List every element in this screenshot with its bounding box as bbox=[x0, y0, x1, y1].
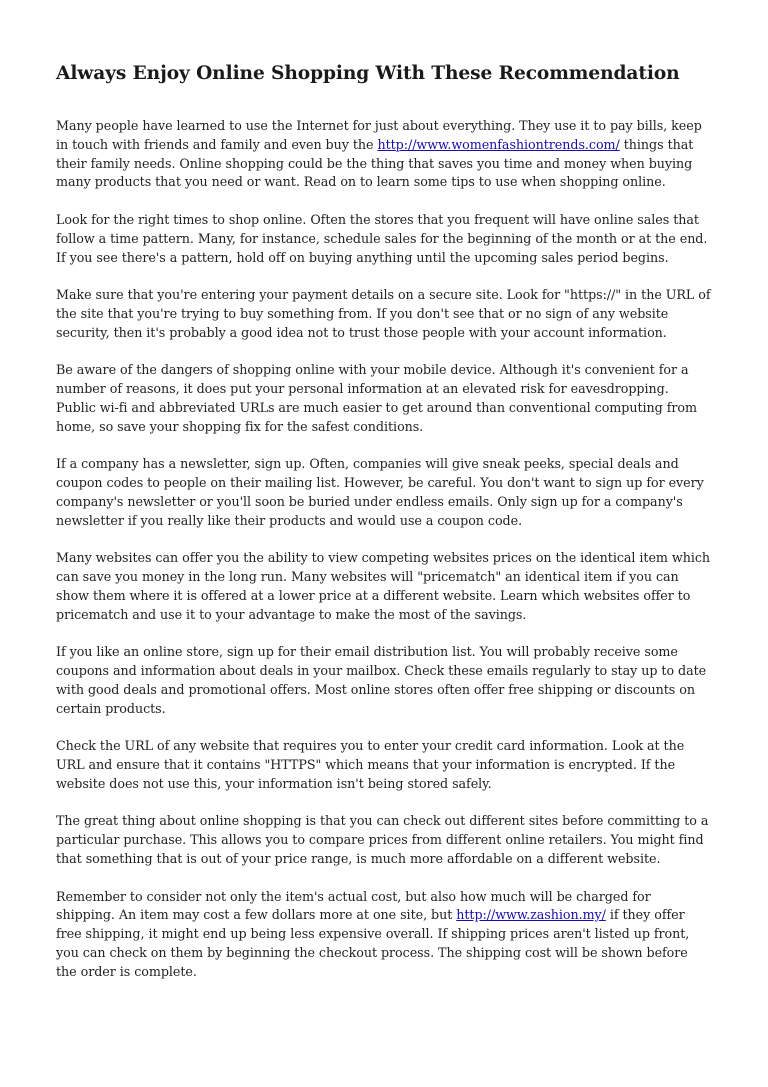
paragraph-2: Look for the right times to shop online. Often the stores that you frequent will have online sales that follow a time pattern. Many, for instance, schedule sales for the beginning of the month or at the end. If you see there's a pattern, hold off on buying anything until the upcoming sales period begins. bbox=[56, 211, 708, 265]
paragraph-10-text-after: if they offer free shipping, it might end up being less expensive overall. If shipping prices aren't listed up front, you can check on them by beginning the checkout process. The shipping cost will be shown before the order is complete. bbox=[56, 907, 690, 979]
paragraph-10-text-before: Remember to consider not only the item's actual cost, but also how much will be charged for shipping. An item may cost a few dollars more at one site, but bbox=[56, 888, 651, 923]
document-title: Always Enjoy Online Shopping With These Recommendation bbox=[56, 63, 680, 84]
paragraph-3: Make sure that you're entering your payment details on a secure site. Look for "https://" in the URL of the site that you're trying to buy something from. If you don't see that or no sign of any website security, then it's probably a good idea not to trust those people with your account information. bbox=[56, 287, 711, 340]
zashion-link[interactable]: http://www.zashion.my/ bbox=[456, 907, 606, 923]
womenfashiontrends-link[interactable]: http://www.womenfashiontrends.com/ bbox=[377, 136, 620, 152]
paragraph-1-text-before: Many people have learned to use the Internet for just about everything. They use it to pay bills, keep in touch with friends and family and even buy the bbox=[56, 118, 702, 152]
document-page bbox=[56, 60, 712, 1000]
paragraph-1 bbox=[56, 117, 712, 192]
paragraph-9: The great thing about online shopping is that you can check out different sites before committing to a particular purchase. This allows you to compare prices from different online retailers. You might find that something that is out of your price range, is much more affordable on a different website. bbox=[56, 813, 709, 867]
paragraph-1-text-after: things that their family needs. Online shopping could be the thing that saves you time and money when buying many products that you need or want. Read on to learn some tips to use when shopping online. bbox=[56, 136, 694, 190]
paragraph-4: Be aware of the dangers of shopping online with your mobile device. Although it's convenient for a number of reasons, it does put your personal information at an elevated risk for eavesdropping. Public wi-fi and abbreviated URLs are much easier to get around than conventional computing from home, so save your shopping fix for the safest conditions. bbox=[56, 362, 697, 434]
paragraph-6: Many websites can offer you the ability to view competing websites prices on the identical item which can save you money in the long run. Many websites will "pricematch" an identical item if you can show them where it is offered at a lower price at a different website. Learn which websites offer to pricematch and use it to your advantage to make the most of the savings. bbox=[56, 550, 711, 622]
paragraph-10 bbox=[56, 888, 712, 982]
paragraph-5: If a company has a newsletter, sign up. Often, companies will give sneak peeks, special deals and coupon codes to people on their mailing list. However, be careful. You don't want to sign up for every company's newsletter or you'll soon be buried under endless emails. Only sign up for a company's newsletter if you really like their products and would use a coupon code. bbox=[56, 456, 704, 528]
paragraph-7: If you like an online store, sign up for their email distribution list. You will probably receive some coupons and information about deals in your mailbox. Check these emails regularly to stay up to date with good deals and promotional offers. Most online stores often offer free shipping or discounts on certain products. bbox=[56, 644, 707, 716]
paragraph-8: Check the URL of any website that requires you to enter your credit card information. Look at the URL and ensure that it contains "HTTPS" which means that your information is encrypted. If the website does not use this, your information isn't being stored safely. bbox=[56, 738, 685, 791]
